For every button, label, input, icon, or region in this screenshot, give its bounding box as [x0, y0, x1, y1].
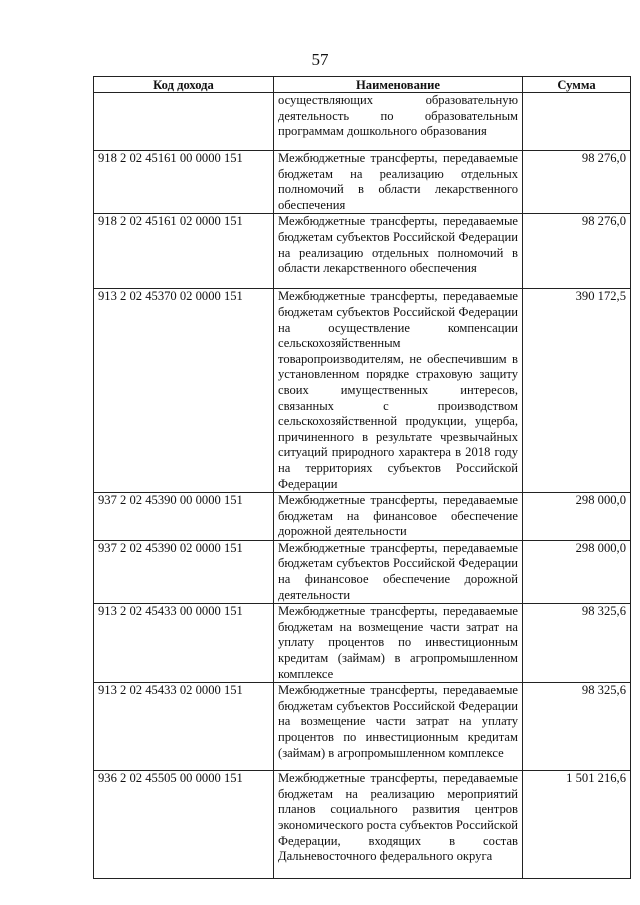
- table-row: [94, 493, 631, 541]
- revenue-table: [93, 76, 631, 879]
- row-sum: 98 325,6: [523, 604, 631, 683]
- row-code: 913 2 02 45370 02 0000 151: [94, 289, 274, 493]
- row-code: 936 2 02 45505 00 0000 151: [94, 771, 274, 879]
- row-code: 918 2 02 45161 02 0000 151: [94, 214, 274, 289]
- row-name-text: Межбюджетные трансферты, передаваемые бюджетам субъектов Российской Федерации на реализацию отдельных полномочий в области лекарственного обеспечения: [278, 214, 518, 276]
- row-sum: 98 325,6: [523, 683, 631, 771]
- table-row: [94, 214, 631, 289]
- row-name-text: Межбюджетные трансферты, передаваемые бюджетам субъектов Российской Федерации на осуществление компенсации сельскохозяйственным товаропроизводителям, не обеспечившим в установленном порядке страховую защиту своих имущественных интересов, связанных с производством сельскохозяйственной продукции, ущерба, причиненного в результате чрезвычайных ситуаций природного характера в 2018 году на территориях субъектов Российской Федерации: [278, 289, 518, 491]
- table-row: [94, 771, 631, 879]
- row-sum: 298 000,0: [523, 493, 631, 541]
- table-header-row: [94, 77, 631, 93]
- row-name-text: Межбюджетные трансферты, передаваемые бюджетам на финансовое обеспечение дорожной деятельности: [278, 493, 518, 539]
- table-row: [94, 683, 631, 771]
- row-code: 913 2 02 45433 02 0000 151: [94, 683, 274, 771]
- row-name-text: осуществляющих образовательную деятельность по образовательным программам дошкольного образования: [278, 93, 518, 139]
- row-sum: 390 172,5: [523, 289, 631, 493]
- row-name-text: Межбюджетные трансферты, передаваемые бюджетам на реализацию мероприятий планов социального развития центров экономического роста субъектов Российской Федерации, входящих в состав Дальневосточного федерального округа: [278, 771, 518, 864]
- row-sum: [523, 93, 631, 151]
- page-number: 57: [311, 50, 329, 69]
- column-header-sum: Сумма: [523, 77, 631, 93]
- row-sum: 298 000,0: [523, 540, 631, 603]
- table-row: [94, 604, 631, 683]
- row-code: 937 2 02 45390 02 0000 151: [94, 540, 274, 603]
- row-sum: 98 276,0: [523, 214, 631, 289]
- row-name: [274, 214, 523, 289]
- row-code: 918 2 02 45161 00 0000 151: [94, 151, 274, 214]
- row-name-text: Межбюджетные трансферты, передаваемые бюджетам на возмещение части затрат на уплату процентов по инвестиционным кредитам (займам) в агропромышленном комплексе: [278, 604, 518, 681]
- row-name: [274, 771, 523, 879]
- row-name-text: Межбюджетные трансферты, передаваемые бюджетам на реализацию отдельных полномочий в области лекарственного обеспечения: [278, 151, 518, 212]
- row-name: [274, 493, 523, 541]
- table-row: [94, 289, 631, 493]
- row-name: [274, 151, 523, 214]
- row-name: [274, 93, 523, 151]
- row-code: [94, 93, 274, 151]
- column-header-name: Наименование: [274, 77, 523, 93]
- row-name: [274, 289, 523, 493]
- table-row: [94, 93, 631, 151]
- row-sum: 1 501 216,6: [523, 771, 631, 879]
- row-code: 913 2 02 45433 00 0000 151: [94, 604, 274, 683]
- row-name-text: Межбюджетные трансферты, передаваемые бюджетам субъектов Российской Федерации на возмещение части затрат на уплату процентов по инвестиционным кредитам (займам) в агропромышленном комплексе: [278, 683, 518, 760]
- row-name: [274, 683, 523, 771]
- row-code: 937 2 02 45390 00 0000 151: [94, 493, 274, 541]
- column-header-code: Код дохода: [94, 77, 274, 93]
- table-row: [94, 540, 631, 603]
- row-sum: 98 276,0: [523, 151, 631, 214]
- table-row: [94, 151, 631, 214]
- row-name-text: Межбюджетные трансферты, передаваемые бюджетам субъектов Российской Федерации на финансовое обеспечение дорожной деятельности: [278, 540, 518, 602]
- row-name: [274, 540, 523, 603]
- row-name: [274, 604, 523, 683]
